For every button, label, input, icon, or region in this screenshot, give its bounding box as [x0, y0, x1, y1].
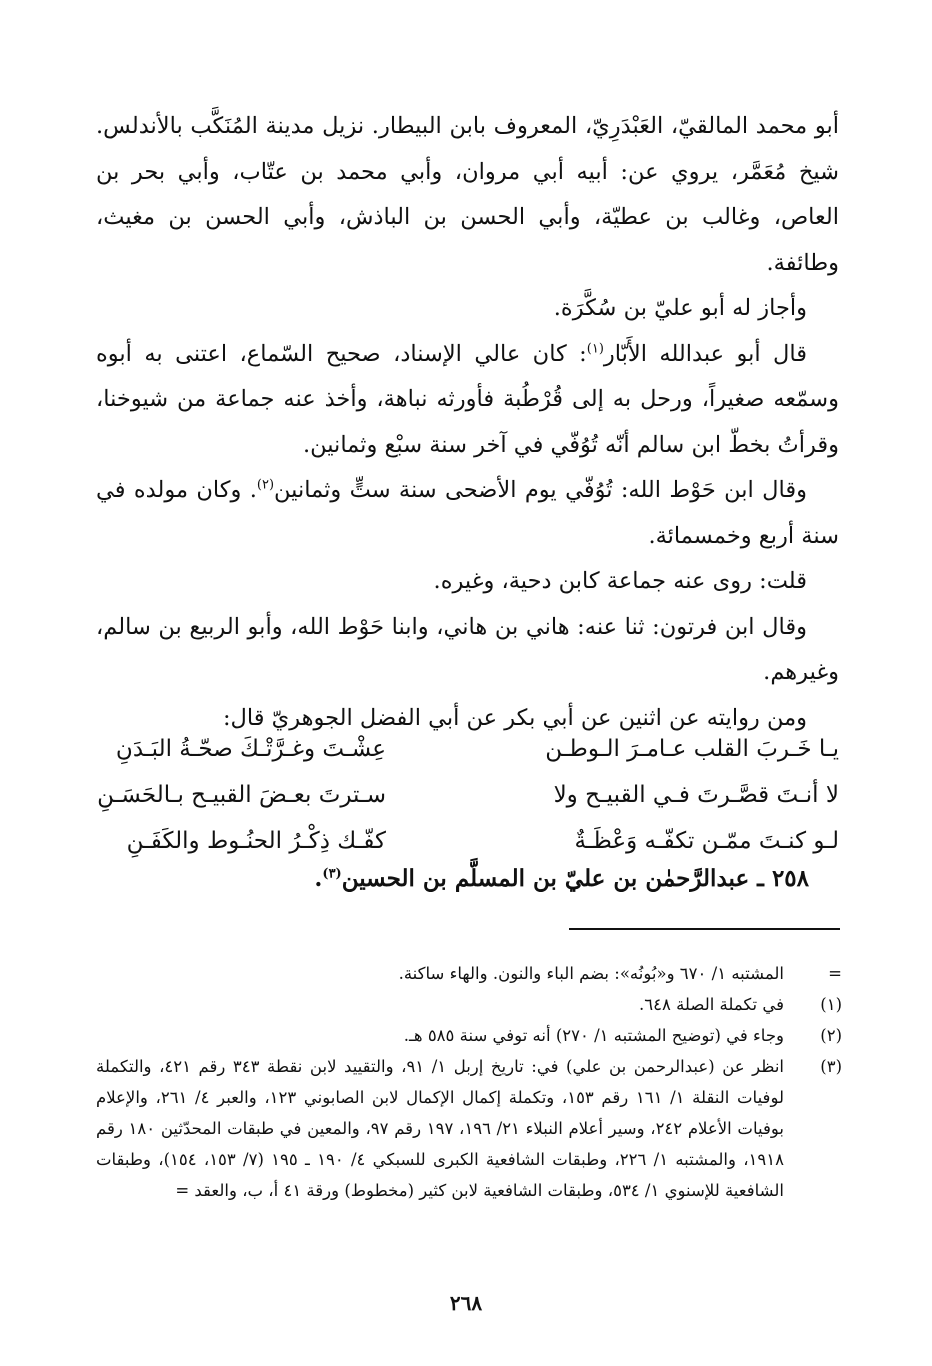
verse-second-hemistich: عِشْـتَ وغـرَّتْـكَ صحّـةُ البَـدَنِ [115, 736, 386, 762]
paragraph-hawt-allah [96, 468, 839, 559]
footnote-text: في تكملة الصلة ٦٤٨. [639, 995, 784, 1014]
abbar-quote-rest: : كان عالي الإسناد، صحيح السّماع، اعتنى به أبوه وسمّعه صغيراً، ورحل به إلى قُرْطُبة فأورثه نباهة، وأخذ عنه جماعة من شيوخنا، وقرأتُ بخطّ ابن سالم أنّه تُوُفّي في آخر سنة سبْع وثمانين. [96, 340, 839, 458]
poem [96, 726, 839, 864]
verse-first-hemistich: لـو كنـتَ ممّـن تكفّـه وَعْظَـةٌ [574, 828, 839, 854]
paragraph-qultu: قلت: روى عنه جماعة كابن دحية، وغيره. [433, 568, 807, 594]
paragraph-ijaza: وأجاز له أبو عليّ بن سُكَّرَة. [553, 295, 807, 321]
entry-heading-tail: . [314, 865, 323, 892]
hawt-allah-rest: . وكان مولده في سنة أربع وخمسمائة. [96, 477, 839, 549]
paragraph-farton: وقال ابن فرتون: ثنا عنه: هاني بن هاني، وابنا حَوْط الله، وأبو الربيع بن سالم، وغيرهم. [96, 613, 839, 685]
verse-first-hemistich: لا أنـتَ قصَّـرتَ فـي القبيـح ولا [553, 782, 839, 808]
footnote-continued [96, 958, 842, 989]
verse-second-hemistich: كفّـك ذِكْـرُ الحنُـوط والكَفَـنِ [126, 828, 386, 854]
footnote-text: المشتبه ١/ ٦٧٠ و«بُونُه»: بضم الباء والنون. والهاء ساكنة. [398, 964, 784, 983]
abbar-quote-start: قال أبو عبدالله الأَبّار [603, 340, 807, 367]
footnote-ref-1: (١) [586, 341, 604, 356]
footnote-separator [569, 928, 840, 930]
footnote-ref-3: (٣) [322, 866, 342, 882]
main-text [96, 104, 839, 741]
entry-heading-text: ٢٥٨ ـ عبدالرَّحمٰن بن عليّ بن المسلَّم بن الحسين [341, 865, 809, 892]
footnote-text: وجاء في (توضيح المشتبه ١/ ٢٧٠) أنه توفي سنة ٥٨٥ هـ. [403, 1026, 784, 1045]
footnote-2 [96, 1020, 842, 1051]
hawt-allah-start: وقال ابن حَوْط الله: تُوُفّي يوم الأضحى سنة ستٍّ وثمانين [274, 477, 807, 503]
verse-second-hemistich: سـترتَ بعـضَ القبيـح بـالحَسَـنِ [97, 782, 386, 808]
paragraph-biography: أبو محمد المالقيّ، العَبْدَرِيّ، المعروف بابن البيطار. نزيل مدينة المُنَكَّب بالأندلس. شيخ مُعَمَّر، يروي عن: أبيه أبي مروان، وأبي محمد بن عتّاب، وأبي بحر بن العاص، وغالب بن عطيّة، وأبي الحسن بن الباذش، وأبي الحسن بن مغيث، وطائفة. [96, 113, 839, 276]
page-number: ٢٦٨ [449, 1291, 483, 1315]
footnote-marker: (١) [820, 995, 842, 1014]
footnote-marker: = [828, 964, 842, 983]
paragraph-poem-intro: ومن روايته عن اثنين عن أبي بكر عن أبي الفضل الجوهريّ قال: [222, 704, 807, 731]
paragraph-abbar-quote [96, 332, 839, 469]
footnote-1 [96, 989, 842, 1020]
footnote-text: انظر عن (عبدالرحمن بن علي) في: تاريخ إربل ١/ ٩١، والتقييد لابن نقطة ٣٤٣ رقم ٤٢١، والتكملة لوفيات النقلة ١/ ١٦١ رقم ١٥٣، وتكملة إكمال الإكمال لابن الصابوني ١٢٣، والعبر ٤/ ٢٦١، والإعلام بوفيات الأعلام ٢٤٢، وسير أعلام النبلاء ٢١/ ١٩٦، ١٩٧ رقم ٩٧، والمعين في طبقات المحدّثين ١٨٠ رقم ١٩١٨، والمشتبه ١/ ٢٢٦، وطبقات الشافعية الكبرى للسبكي ٤/ ١٩٠ ـ ١٩٥ (٧/ ١٥٣، ١٥٤)، وطبقات الشافعية للإسنوي ١/ ٥٣٤، وطبقات الشافعية لابن كثير (مخطوط) ورقة ٤١ أ، ب، والعقد = [96, 1057, 784, 1200]
verse-first-hemistich: يـا خَـربَ القلب عـامـرَ الـوطـن [545, 736, 839, 762]
footnote-ref-2: (٢) [256, 477, 275, 493]
footnote-marker: (٣) [820, 1057, 842, 1076]
poem-verse [96, 726, 839, 772]
footnote-3 [96, 1051, 842, 1206]
footnote-marker: (٢) [820, 1026, 842, 1045]
entry-heading [96, 856, 809, 902]
footnotes [96, 958, 842, 1206]
poem-verse [96, 772, 839, 818]
